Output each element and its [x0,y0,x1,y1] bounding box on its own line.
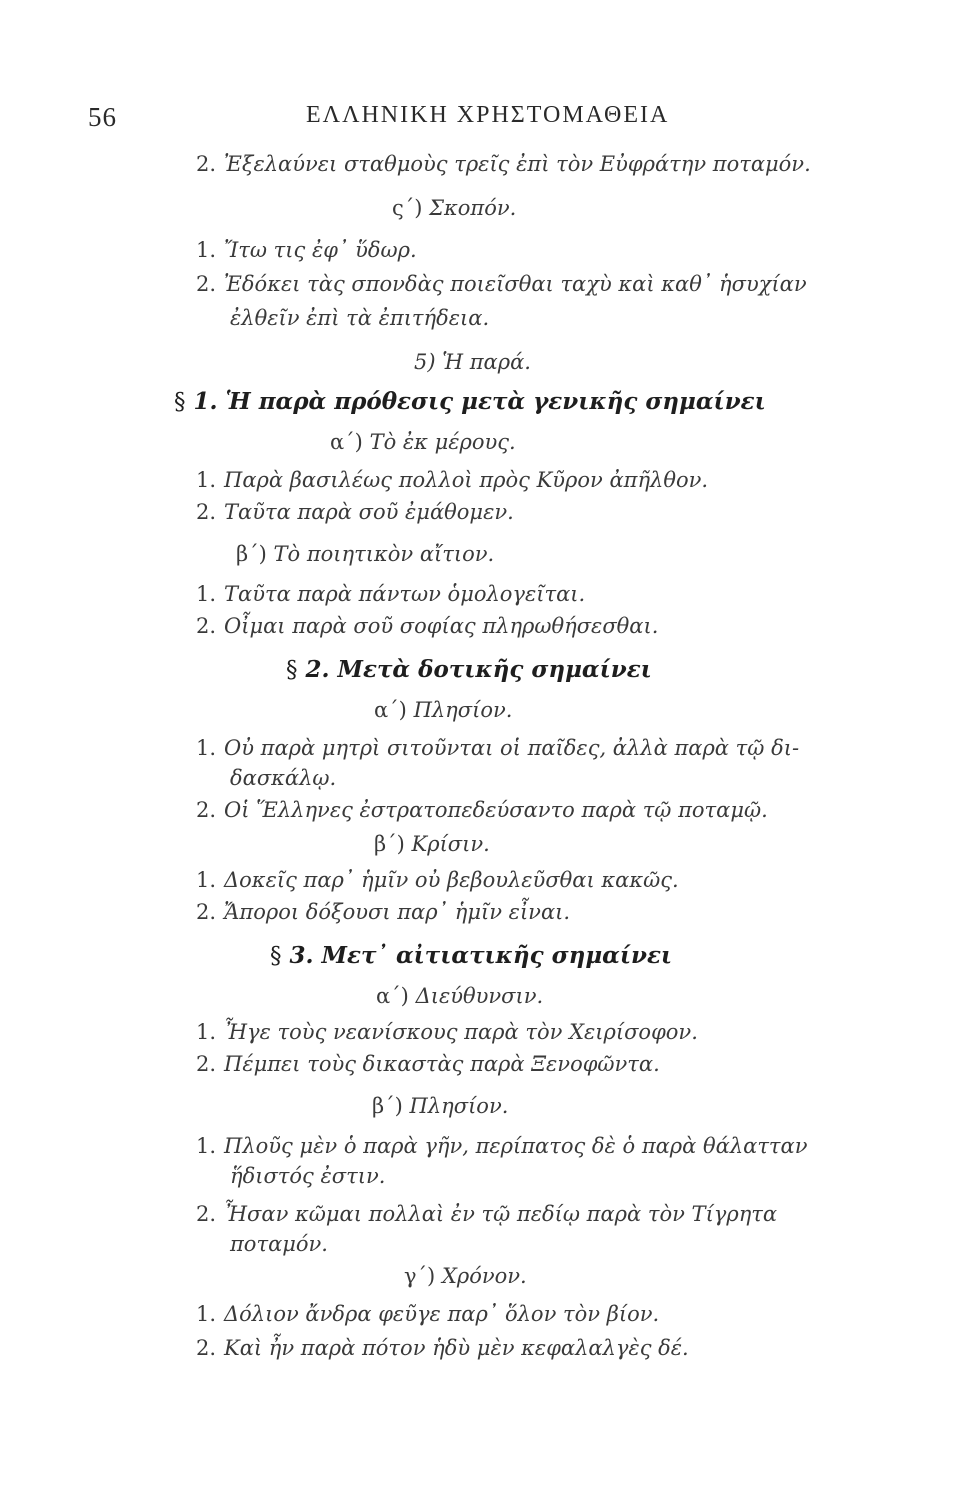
subheading-label: β΄) [236,542,267,566]
section-title: 3. Μετ᾽ αἰτιατικῆς σημαίνει [289,942,673,969]
subheading [404,1264,527,1288]
subheading-label: β΄) [372,1094,403,1118]
section-sign: § [270,943,282,969]
part-heading: 5) Ἡ παρά. [414,350,531,374]
example-text: Δοκεῖς παρ᾽ ἡμῖν οὐ βεβουλεῦσθαι κακῶς. [224,868,679,892]
example-line [196,1020,698,1044]
example-text: Ἴτω τις ἐφ᾽ ὕδωρ. [224,238,417,262]
example-line [196,468,708,492]
example-number: 1. [196,1134,217,1158]
example-number: 1. [196,736,217,760]
page-number: 56 [88,102,117,132]
example-text: Ταῦτα παρὰ πάντων ὁμολογεῖται. [224,582,586,606]
section-title: 1. Ἡ παρὰ πρόθεσις μετὰ γενικῆς σημαίνει [193,388,766,415]
subheading-text: Τὸ ἐκ μέρους. [369,430,516,454]
example-line [196,1336,689,1360]
subheading-label: α΄) [376,984,409,1008]
example-continuation: δασκάλῳ. [230,766,337,790]
subheading [374,698,512,722]
example-line [196,272,807,296]
example-text: Ἦσαν κῶμαι πολλαὶ ἐν τῷ πεδίῳ παρὰ τὸν Τίγρητα [224,1202,778,1226]
subheading [236,542,494,566]
section-sign: § [174,389,186,415]
example-continuation: ποταμόν. [230,1232,328,1256]
running-head: ΕΛΛΗΝΙΚΗ ΧΡΗΣΤΟΜΑΘΕΙΑ [306,102,670,128]
example-number: 2. [196,900,217,924]
section-heading [174,388,766,415]
subheading-label: ς΄) [392,196,423,220]
example-text: Πλοῦς μὲν ὁ παρὰ γῆν, περίπατος δὲ ὁ παρὰ θάλατταν [224,1134,808,1158]
example-line [196,736,799,760]
example-line [196,582,585,606]
example-text: Παρὰ βασιλέως πολλοὶ πρὸς Κῦρον ἀπῆλθον. [224,468,709,492]
subheading [376,984,543,1008]
example-line [196,152,811,176]
subheading-label: γ΄) [404,1264,436,1288]
example-text: Καὶ ἦν παρὰ πότον ἡδὺ μὲν κεφαλαλγὲς δέ. [224,1336,689,1360]
subheading-label: α΄) [330,430,363,454]
example-number: 2. [196,500,217,524]
subheading-text: Σκοπόν. [429,196,517,220]
example-number: 1. [196,1302,217,1326]
example-text: Ταῦτα παρὰ σοῦ ἐμάθομεν. [224,500,514,524]
example-number: 2. [196,614,217,638]
example-line [196,500,514,524]
subheading-text: Κρίσιν. [411,832,490,856]
example-continuation: ἐλθεῖν ἐπὶ τὰ ἐπιτήδεια. [230,306,490,330]
example-line [196,798,768,822]
example-number: 2. [196,272,217,296]
example-line [196,614,658,638]
example-line [196,1202,777,1226]
subheading [330,430,516,454]
example-number: 2. [196,1052,217,1076]
subheading-text: Χρόνον. [441,1264,527,1288]
example-continuation: ἥδιστός ἐστιν. [230,1164,386,1188]
subheading-text: Διεύθυνσιν. [415,984,544,1008]
example-text: Πέμπει τοὺς δικαστὰς παρὰ Ξενοφῶντα. [224,1052,660,1076]
subheading-text: Πλησίον. [413,698,513,722]
example-number: 1. [196,1020,217,1044]
section-title: 2. Μετὰ δοτικῆς σημαίνει [305,656,652,683]
subheading-text: Τὸ ποιητικὸν αἴτιον. [273,542,495,566]
example-number: 2. [196,152,217,176]
example-number: 1. [196,238,217,262]
example-number: 1. [196,468,217,492]
subheading-text: Πλησίον. [409,1094,509,1118]
section-heading [286,656,652,683]
subheading [392,196,516,220]
example-line [196,868,679,892]
section-sign: § [286,657,298,683]
subheading-label: β΄) [374,832,405,856]
example-text: Ἐξελαύνει σταθμοὺς τρεῖς ἐπὶ τὸν Εὐφράτην ποταμόν. [224,152,811,176]
example-text: Ἦγε τοὺς νεανίσκους παρὰ τὸν Χειρίσοφον. [224,1020,698,1044]
example-line [196,1134,808,1158]
example-number: 2. [196,1336,217,1360]
example-text: Οἱ Ἕλληνες ἐστρατοπεδεύσαντο παρὰ τῷ ποταμῷ. [224,798,768,822]
subheading-label: α΄) [374,698,407,722]
example-text: Ἐδόκει τὰς σπονδὰς ποιεῖσθαι ταχὺ καὶ καθ᾽ ἡσυχίαν [224,272,807,296]
example-line [196,238,417,262]
example-line [196,900,570,924]
example-number: 1. [196,868,217,892]
example-text: Οἶμαι παρὰ σοῦ σοφίας πληρωθήσεσθαι. [224,614,659,638]
subheading [372,1094,508,1118]
example-line [196,1302,659,1326]
example-number: 1. [196,582,217,606]
example-text: Ἄποροι δόξουσι παρ᾽ ἡμῖν εἶναι. [224,900,571,924]
example-number: 2. [196,798,217,822]
example-line [196,1052,660,1076]
section-heading [270,942,672,969]
subheading [374,832,490,856]
example-text: Δόλιον ἄνδρα φεῦγε παρ᾽ ὅλον τὸν βίον. [224,1302,660,1326]
example-number: 2. [196,1202,217,1226]
example-text: Οὐ παρὰ μητρὶ σιτοῦνται οἱ παῖδες, ἀλλὰ παρὰ τῷ δι- [224,736,800,760]
